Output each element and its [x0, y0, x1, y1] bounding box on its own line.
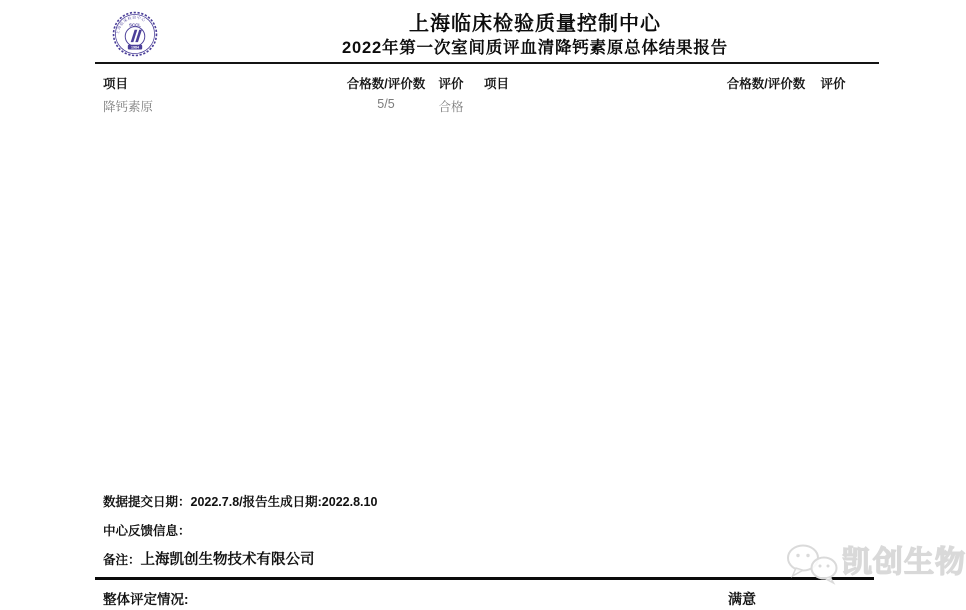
col-header-evaluation-right: 评价	[820, 77, 846, 91]
remark-line	[103, 548, 315, 569]
col-header-evaluation-left: 评价	[438, 77, 464, 91]
page-title: 上海临床检验质量控制中心	[409, 13, 661, 35]
evaluation-cell: 合格	[438, 100, 464, 114]
brand-watermark	[784, 541, 966, 585]
bottom-rule	[95, 577, 874, 580]
col-header-project-left: 项目	[103, 77, 129, 91]
table-top-rule	[95, 62, 879, 64]
page-subtitle: 2022年第一次室间质评血清降钙素原总体结果报告	[342, 39, 728, 57]
company-name: 上海凯创生物技术有限公司	[140, 552, 315, 568]
dates-line: 数据提交日期：2022.7.8/报告生成日期:2022.8.10	[103, 495, 378, 509]
pass-ratio-cell: 5/5	[377, 97, 395, 111]
svg-text:SCCL: SCCL	[129, 22, 141, 28]
project-name-cell: 降钙素原	[103, 100, 154, 114]
center-feedback-label: 中心反馈信息：	[103, 524, 191, 538]
overall-assessment-label: 整体评定情况:	[103, 592, 189, 607]
wechat-icon	[784, 541, 842, 585]
col-header-ratio-right: 合格数/评价数	[726, 77, 806, 91]
overall-assessment-value: 满意	[728, 591, 756, 607]
col-header-project-right: 项目	[484, 77, 510, 91]
col-header-ratio-left: 合格数/评价数	[346, 77, 426, 91]
svg-text:上海临床检验中心: 上海临床检验中心	[115, 15, 147, 35]
watermark-brand-text: 凯创生物	[842, 546, 966, 579]
remark-label: 备注：	[103, 553, 141, 567]
svg-text:1984: 1984	[130, 45, 140, 50]
